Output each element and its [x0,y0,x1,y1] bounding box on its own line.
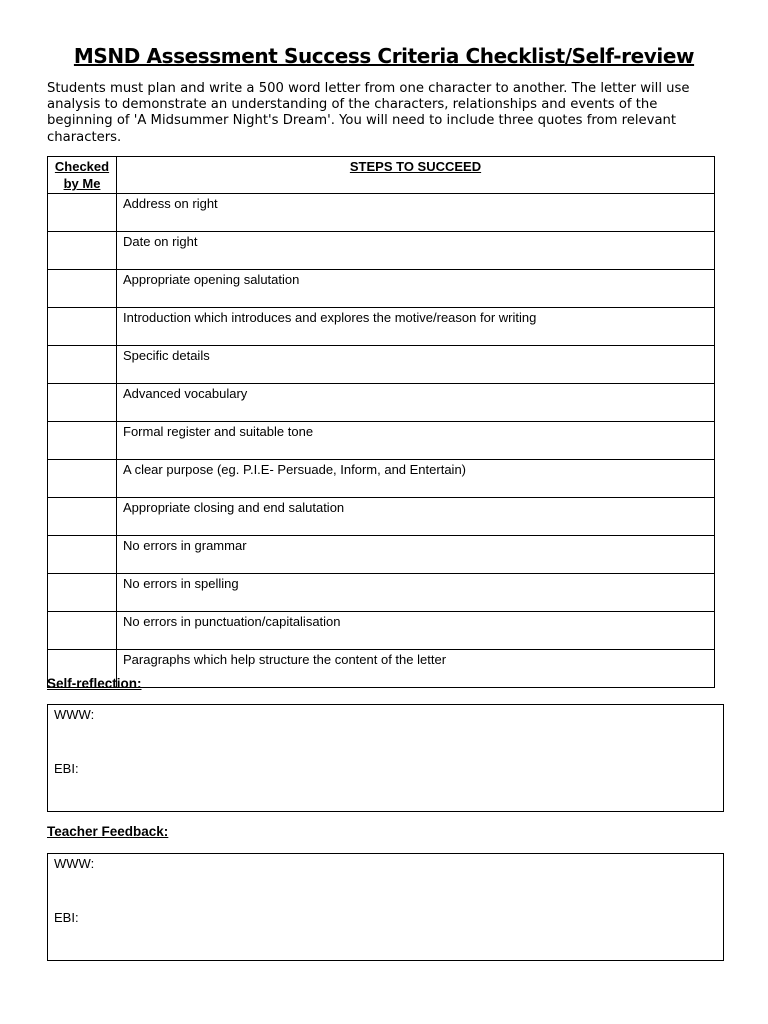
table-row [48,422,715,460]
step-cell: Date on right [117,232,715,270]
success-criteria-table [47,156,715,688]
check-cell[interactable] [48,384,117,422]
step-cell: Specific details [117,346,715,384]
check-cell[interactable] [48,232,117,270]
step-cell: Paragraphs which help structure the content of the letter [117,650,715,688]
self-reflection-ebi-label: EBI: [54,761,79,776]
check-cell[interactable] [48,536,117,574]
step-cell: Introduction which introduces and explores the motive/reason for writing [117,308,715,346]
self-reflection-label: Self-reflection: [47,676,142,691]
step-cell: No errors in grammar [117,536,715,574]
checked-by-me-header: Checked by Me [48,157,117,194]
step-cell: No errors in spelling [117,574,715,612]
check-cell[interactable] [48,270,117,308]
table-row [48,384,715,422]
table-row [48,270,715,308]
step-cell: Appropriate opening salutation [117,270,715,308]
step-cell: Advanced vocabulary [117,384,715,422]
table-row [48,536,715,574]
teacher-feedback-www-label: WWW: [54,856,95,871]
check-cell[interactable] [48,498,117,536]
document-title: MSND Assessment Success Criteria Checklist/Self-review [73,44,695,68]
check-cell[interactable] [48,194,117,232]
table-row [48,650,715,688]
check-cell[interactable] [48,612,117,650]
step-cell: Address on right [117,194,715,232]
table-row [48,460,715,498]
check-cell[interactable] [48,308,117,346]
check-cell[interactable] [48,574,117,612]
criteria-table-body [48,194,715,688]
table-row [48,346,715,384]
table-row [48,612,715,650]
check-cell[interactable] [48,460,117,498]
teacher-feedback-ebi-label: EBI: [54,910,79,925]
check-cell[interactable] [48,422,117,460]
table-row [48,308,715,346]
table-row [48,194,715,232]
teacher-feedback-box[interactable] [47,853,724,961]
step-cell: Formal register and suitable tone [117,422,715,460]
teacher-feedback-label: Teacher Feedback: [47,824,169,839]
self-reflection-box[interactable] [47,704,724,812]
steps-to-succeed-header: STEPS TO SUCCEED [117,157,715,194]
table-row [48,574,715,612]
intro-paragraph: Students must plan and write a 500 word letter from one character to another. The letter will use analysis to demonstrate an understanding of the characters, relationships and events of the beginning of 'A Midsummer Night's Dream'. You will need to include three quotes from relevant characters. [47,81,690,145]
table-header-row [48,157,715,194]
self-reflection-www-label: WWW: [54,707,95,722]
table-row [48,232,715,270]
step-cell: Appropriate closing and end salutation [117,498,715,536]
step-cell: No errors in punctuation/capitalisation [117,612,715,650]
step-cell: A clear purpose (eg. P.I.E- Persuade, Inform, and Entertain) [117,460,715,498]
table-row [48,498,715,536]
check-cell[interactable] [48,346,117,384]
